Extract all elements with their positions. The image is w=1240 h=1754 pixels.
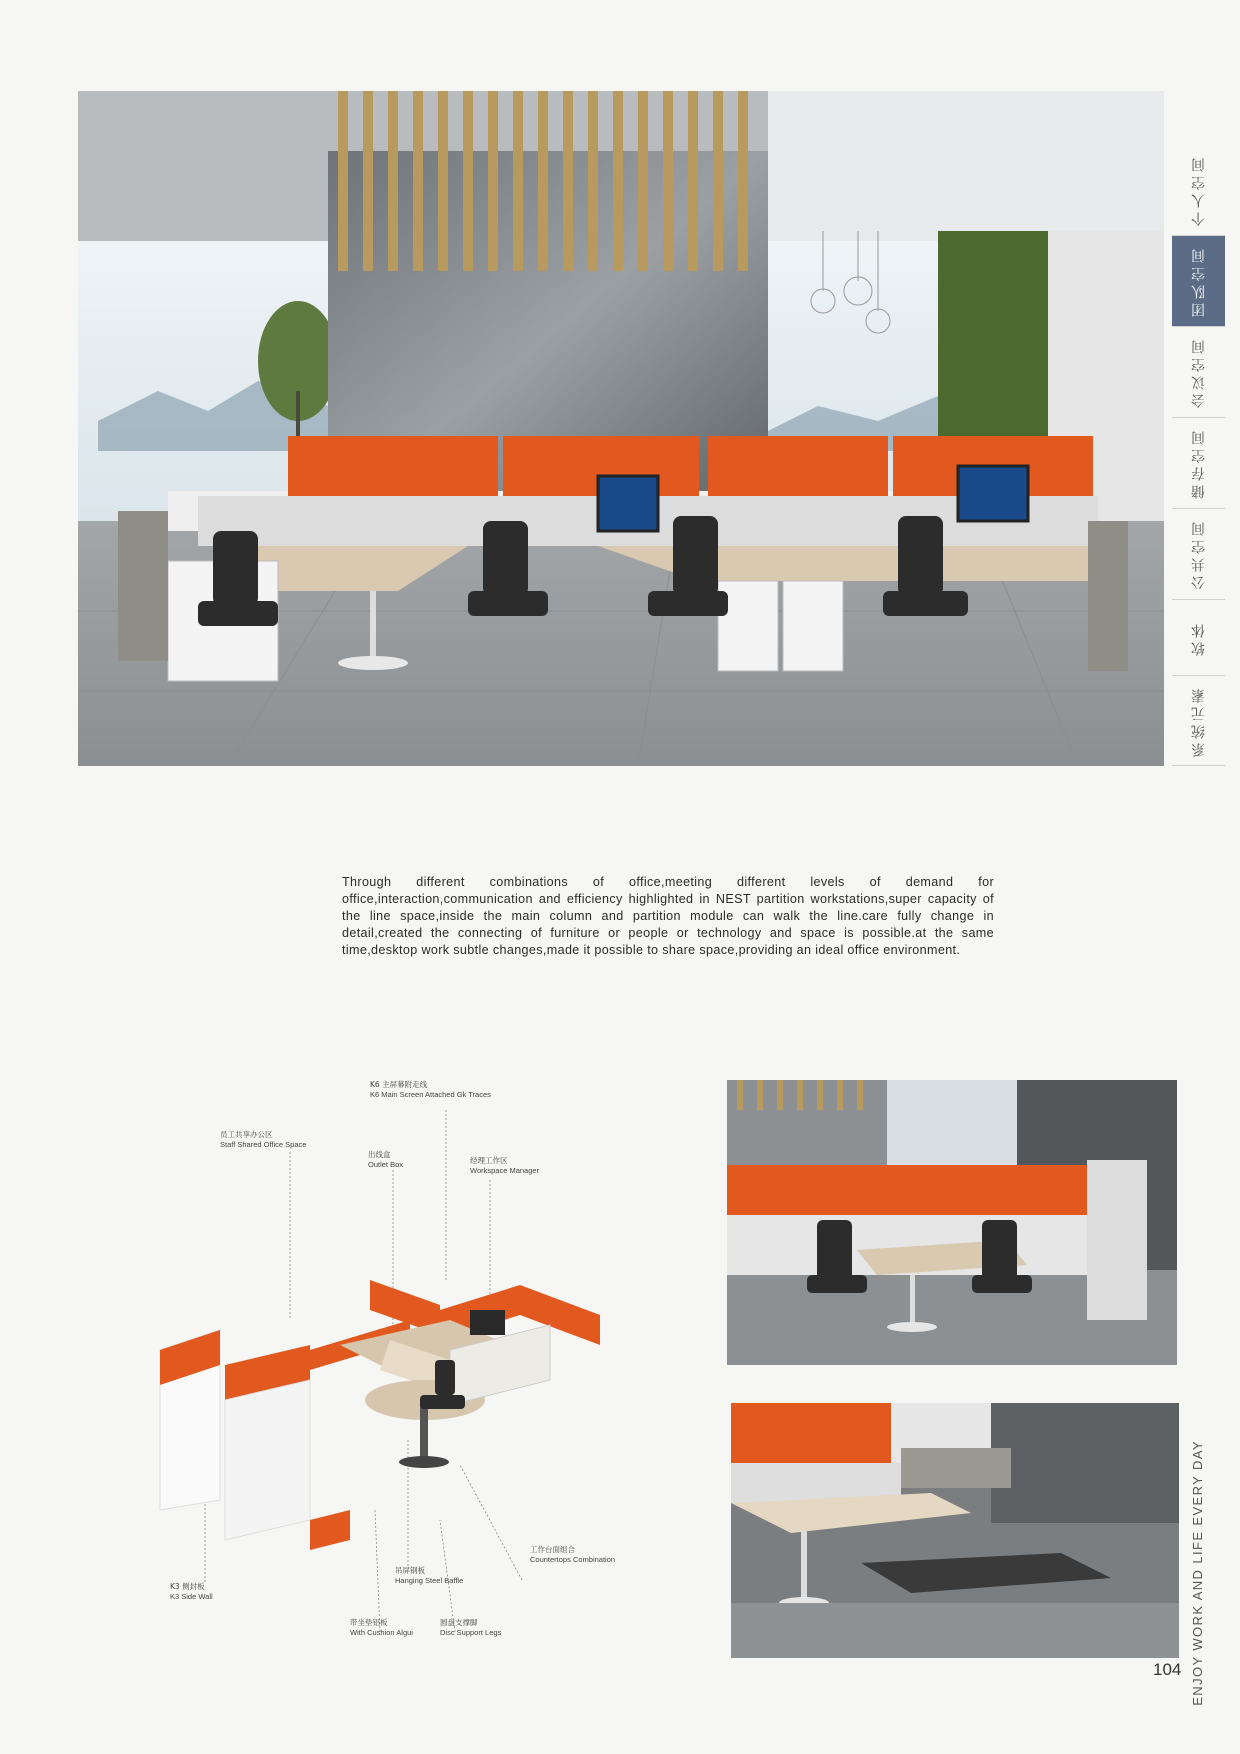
label-cn: 经理工作区	[470, 1156, 508, 1165]
label-side-wall	[170, 1582, 213, 1602]
label-cn: 员工共享办公区	[220, 1130, 273, 1139]
label-main-screen	[370, 1080, 491, 1100]
label-en: Outlet Box	[368, 1160, 404, 1169]
label-en: Disc Support Legs	[440, 1628, 502, 1637]
tab-personal-space[interactable]	[1172, 145, 1225, 236]
label-cn: 带坐垫铝板	[350, 1618, 388, 1627]
label-workspace-manager	[470, 1156, 539, 1176]
tab-system-elements[interactable]	[1172, 676, 1225, 766]
description-block	[342, 874, 994, 959]
tab-label: 个人空间	[1190, 154, 1207, 226]
workstation-photo-top	[727, 1080, 1177, 1365]
tab-soft-furniture[interactable]	[1172, 600, 1225, 676]
slogan: ENJOY WORK AND LIFE EVERY DAY	[1190, 1440, 1205, 1706]
label-en: Staff Shared Office Space	[220, 1140, 307, 1149]
label-cn: 工作台面组合	[530, 1545, 575, 1554]
label-cn: K3 侧封板	[170, 1582, 205, 1591]
hero-office-photo	[78, 91, 1164, 766]
tab-label: 软体	[1190, 619, 1207, 656]
label-cn: 出线盒	[368, 1150, 391, 1159]
label-en: Workspace Manager	[470, 1166, 540, 1175]
label-en: Hanging Steel Baffle	[395, 1576, 464, 1585]
tab-team-space[interactable]	[1172, 236, 1225, 327]
label-en: With Cushion Algui	[350, 1628, 413, 1637]
label-cushion	[350, 1618, 413, 1638]
tab-meeting-space[interactable]	[1172, 327, 1225, 418]
description-text: Through different combinations of office,meeting different levels of demand for office,interaction,communication and efficiency highlighted in NEST partition workstations,super capacity of the line space,inside the main column and partition module can walk the line.care fully change in detail,created the connecting of furniture or people or technology and space is possible.at the same time,desktop work subtle changes,made it possible to share space,providing an ideal office environment.	[342, 875, 994, 957]
label-cn: K6 主屏幕附走线	[370, 1080, 428, 1089]
label-en: K6 Main Screen Attached Gk Traces	[370, 1090, 491, 1099]
label-hanging-baffle	[395, 1566, 463, 1586]
label-cn: 吊屏钢板	[395, 1566, 425, 1575]
tab-label: 公共空间	[1190, 518, 1207, 590]
tab-label: 团队空间	[1190, 245, 1207, 317]
label-en: K3 Side Wall	[170, 1592, 213, 1601]
section-tabs	[1172, 145, 1225, 765]
label-staff-shared	[220, 1130, 306, 1150]
tab-label: 系统元素	[1190, 684, 1207, 757]
tab-storage-space[interactable]	[1172, 418, 1225, 509]
label-disc-legs	[440, 1618, 501, 1638]
label-en: Countertops Combination	[530, 1555, 616, 1564]
workstation-photo-bottom	[731, 1403, 1179, 1658]
tab-public-space[interactable]	[1172, 509, 1225, 600]
tab-label: 储存空间	[1190, 427, 1207, 499]
tab-label: 会议空间	[1190, 336, 1207, 408]
label-cn: 圆盘支撑脚	[440, 1618, 478, 1627]
workstation-diagram	[150, 1080, 670, 1640]
page-number: 104	[1153, 1660, 1182, 1679]
label-countertops	[530, 1545, 615, 1565]
label-outlet-box	[368, 1150, 403, 1170]
